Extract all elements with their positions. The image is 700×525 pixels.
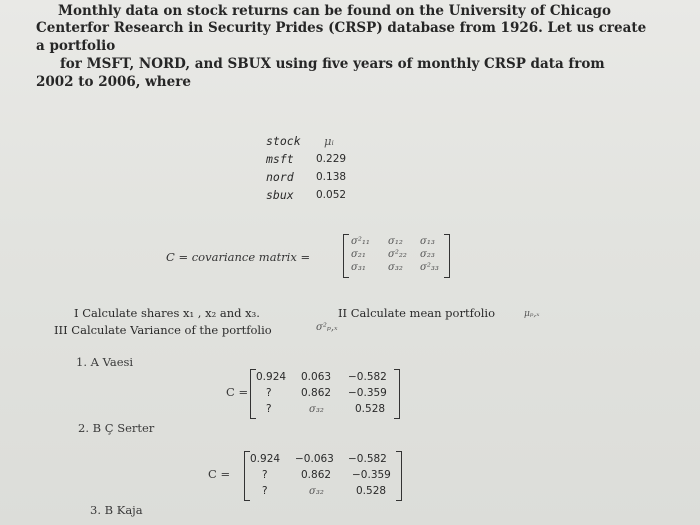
m1-cell-22: 0.862 (301, 387, 332, 399)
intro-line-3: a portfolio (36, 38, 116, 54)
m2-cell-31: ? (262, 485, 268, 497)
m1-cell-31: ? (266, 403, 272, 415)
m2-cell-23: −0.359 (352, 469, 391, 481)
task-line-1a: I Calculate shares x₁ , x₂ and x₃. (74, 306, 260, 320)
task-line-1-symbol: μₚ,ₓ (524, 309, 540, 319)
task-line-2-symbol: σ²ₚ,ₓ (316, 322, 338, 333)
cov-cell-32: σ₃₂ (388, 262, 403, 273)
m1-cell-12: 0.063 (301, 371, 332, 383)
m2-cell-12: −0.063 (295, 453, 334, 465)
intro-line-5: 2002 to 2006, where (36, 74, 191, 90)
cov-cell-21: σ₂₁ (351, 249, 366, 260)
m2-cell-32: σ₃₂ (309, 486, 324, 497)
intro-line-1: Monthly data on stock returns can be found on the University of Chicago (58, 3, 612, 19)
answer-label-3: 3. B Kaja (90, 503, 143, 517)
m1-cell-11: 0.924 (256, 371, 287, 383)
m2-cell-21: ? (262, 469, 268, 481)
m1-cell-21: ? (266, 387, 272, 399)
cov-cell-22: σ²₂₂ (388, 249, 407, 260)
task-line-1b: II Calculate mean portfolio (338, 306, 496, 320)
matrix-2-eq: C = (208, 467, 231, 481)
stock-header: stock (266, 134, 301, 148)
cov-cell-31: σ₃₁ (351, 262, 366, 273)
m2-cell-13: −0.582 (348, 453, 387, 465)
m2-cell-22: 0.862 (301, 469, 332, 481)
cov-cell-11: σ²₁₁ (351, 236, 370, 247)
m1-cell-33: 0.528 (355, 403, 386, 415)
stock-name-sbux: sbux (266, 188, 294, 202)
matrix-1-eq: C = (226, 385, 249, 399)
mu-header: μᵢ (324, 134, 334, 148)
cov-cell-12: σ₁₂ (388, 236, 403, 247)
answer-label-1: 1. A Vaesi (76, 355, 134, 369)
task-line-2: III Calculate Variance of the portfolio (54, 323, 272, 337)
cov-cell-23: σ₂₃ (420, 249, 435, 260)
cov-cell-33: σ²₃₃ (420, 262, 439, 273)
intro-line-4: for MSFT, NORD, and SBUX using five years of monthly CRSP data from (60, 56, 605, 72)
answer-label-2: 2. B Ç Serter (78, 421, 155, 435)
m1-cell-32: σ₃₂ (309, 404, 324, 415)
m2-cell-11: 0.924 (250, 453, 281, 465)
covariance-label: C = covariance matrix = (166, 250, 311, 264)
m1-cell-13: −0.582 (348, 371, 387, 383)
intro-line-2: Centerfor Research in Security Prides (CRSP) database from 1926. Let us create (36, 20, 647, 36)
stock-mu-nord: 0.138 (316, 171, 347, 183)
cov-cell-13: σ₁₃ (420, 236, 435, 247)
m1-cell-23: −0.359 (348, 387, 387, 399)
stock-name-msft: msft (266, 152, 294, 166)
stock-name-nord: nord (266, 170, 294, 184)
stock-mu-msft: 0.229 (316, 153, 347, 165)
stock-mu-sbux: 0.052 (316, 189, 347, 201)
m2-cell-33: 0.528 (356, 485, 387, 497)
